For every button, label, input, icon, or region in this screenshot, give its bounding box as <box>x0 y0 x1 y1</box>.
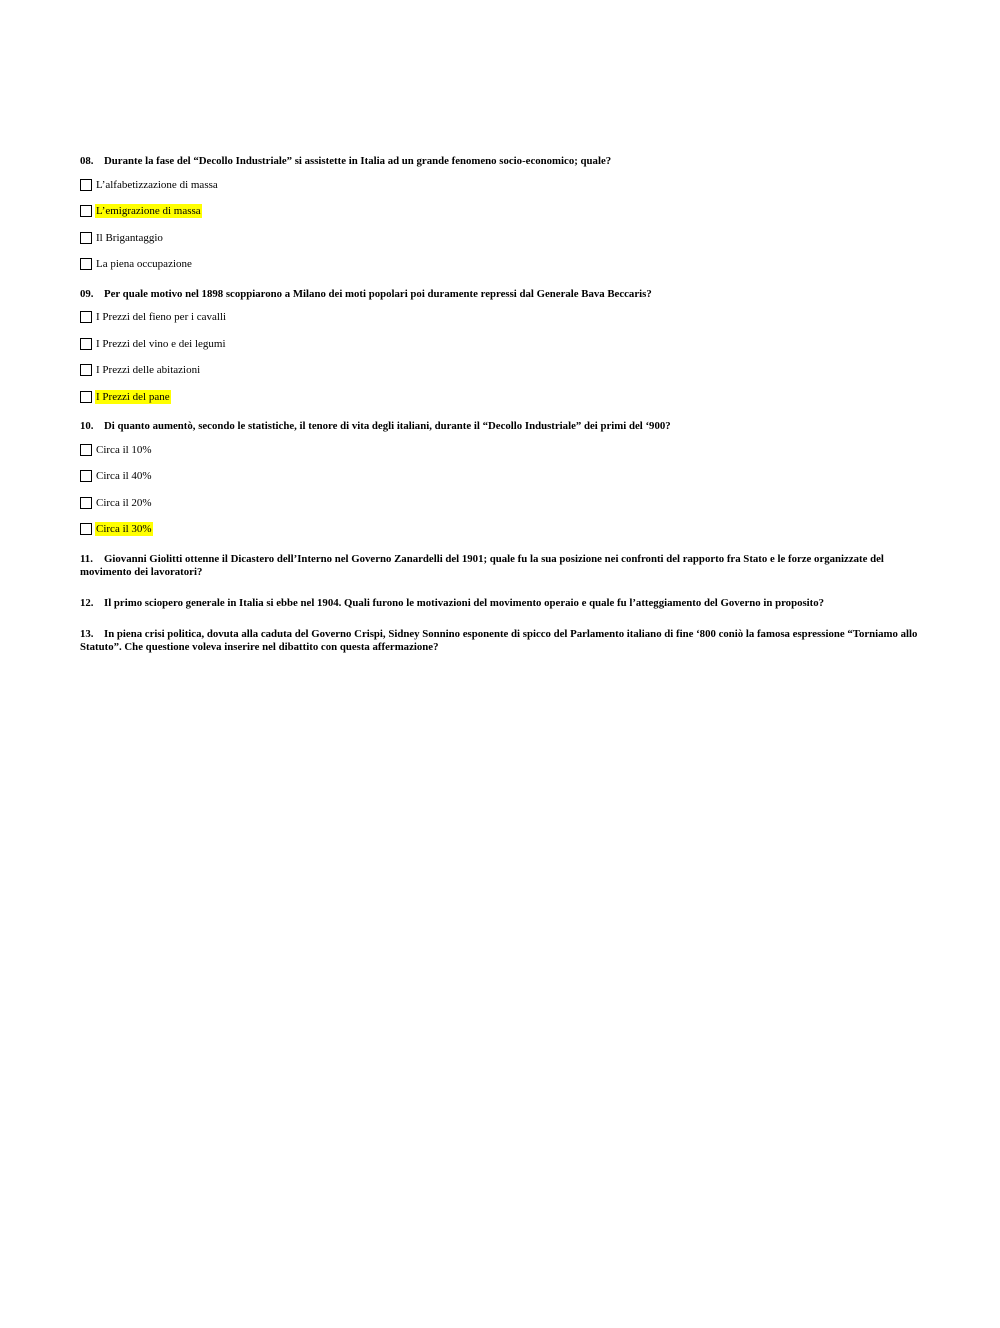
question-number: 09. <box>80 287 94 300</box>
question-body: Per quale motivo nel 1898 scoppiarono a Milano dei moti popolari poi duramente repressi dal Generale Bava Beccaris? <box>104 287 652 300</box>
question-body: Di quanto aumentò, secondo le statistiche, il tenore di vita degli italiani, durante il “Decollo Industriale” dei primi del ‘900? <box>104 420 671 432</box>
checkbox-icon[interactable] <box>80 444 92 456</box>
option-label: L’alfabetizzazione di massa <box>96 178 218 191</box>
quiz-page <box>80 155 920 654</box>
answer-option[interactable] <box>80 257 920 272</box>
question-number: 11. <box>80 552 93 565</box>
checkbox-icon[interactable] <box>80 338 92 350</box>
option-label: I Prezzi delle abitazioni <box>96 364 201 376</box>
question-10 <box>80 420 920 537</box>
answer-option[interactable] <box>80 177 920 192</box>
option-label-highlighted: I Prezzi del pane <box>96 390 170 403</box>
option-label: Circa il 20% <box>96 496 152 509</box>
checkbox-icon[interactable] <box>80 497 92 509</box>
checkbox-icon[interactable] <box>80 311 92 323</box>
question-text <box>80 553 920 579</box>
question-number: 13. <box>80 627 94 640</box>
question-body: Durante la fase del “Decollo Industriale” si assistette in Italia ad un grande fenomeno socio-economico; quale? <box>104 155 612 167</box>
checkbox-icon[interactable] <box>80 470 92 482</box>
answer-option[interactable] <box>80 230 920 245</box>
answer-option[interactable] <box>80 522 920 537</box>
question-body: In piena crisi politica, dovuta alla caduta del Governo Crispi, Sidney Sonnino esponente di spicco del Parlamento italiano di fine ‘800 coniò la famosa espressione “Torniamo allo Statuto”. Che questione voleva inserire nel dibattito con questa affermazione? <box>80 627 918 653</box>
question-number: 08. <box>80 155 94 167</box>
question-12 <box>80 597 920 610</box>
answer-option[interactable] <box>80 469 920 484</box>
answer-option[interactable] <box>80 389 920 404</box>
answer-option[interactable] <box>80 336 920 351</box>
option-label: La piena occupazione <box>96 258 192 270</box>
answer-option[interactable] <box>80 204 920 219</box>
answer-option[interactable] <box>80 495 920 510</box>
checkbox-icon[interactable] <box>80 258 92 270</box>
question-body: Il primo sciopero generale in Italia si ebbe nel 1904. Quali furono le motivazioni del movimento operaio e quale fu l’atteggiamento del Governo in proposito? <box>104 596 825 609</box>
question-number: 10. <box>80 420 94 432</box>
question-08 <box>80 155 920 272</box>
checkbox-icon[interactable] <box>80 205 92 217</box>
question-body: Giovanni Giolitti ottenne il Dicastero dell’Interno nel Governo Zanardelli del 1901; quale fu la sua posizione nei confronti del rapporto fra Stato e le forze organizzate del movimento dei lavoratori? <box>80 552 884 578</box>
answer-options <box>80 310 920 405</box>
question-text <box>80 288 920 301</box>
option-label: Circa il 40% <box>96 470 152 482</box>
option-label-highlighted: L’emigrazione di massa <box>96 205 201 217</box>
option-label: Circa il 10% <box>96 443 152 456</box>
option-label: Il Brigantaggio <box>96 231 163 244</box>
question-number: 12. <box>80 596 94 609</box>
checkbox-icon[interactable] <box>80 364 92 376</box>
option-label-highlighted: Circa il 30% <box>96 523 152 535</box>
answer-option[interactable] <box>80 442 920 457</box>
answer-options <box>80 177 920 272</box>
question-13 <box>80 628 920 654</box>
answer-options <box>80 442 920 537</box>
answer-option[interactable] <box>80 363 920 378</box>
option-label: I Prezzi del vino e dei legumi <box>96 337 226 350</box>
question-09 <box>80 288 920 405</box>
checkbox-icon[interactable] <box>80 391 92 403</box>
question-text <box>80 597 920 610</box>
option-label: I Prezzi del fieno per i cavalli <box>96 311 227 323</box>
answer-option[interactable] <box>80 310 920 325</box>
question-text <box>80 420 920 433</box>
checkbox-icon[interactable] <box>80 179 92 191</box>
checkbox-icon[interactable] <box>80 523 92 535</box>
question-11 <box>80 553 920 579</box>
question-text <box>80 628 920 654</box>
question-text <box>80 155 920 168</box>
checkbox-icon[interactable] <box>80 232 92 244</box>
